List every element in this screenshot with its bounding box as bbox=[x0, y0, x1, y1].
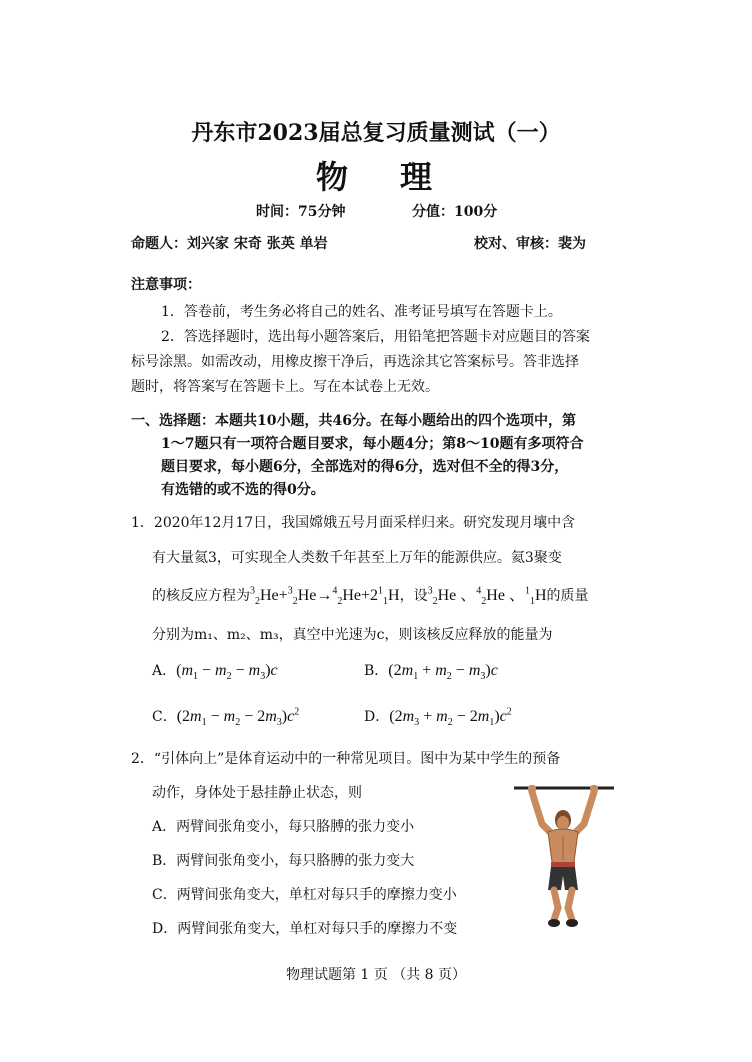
note-item-2-line2: 标号涂黑。如需改动，用橡皮擦干净后，再选涂其它答案标号。答非选择 bbox=[131, 354, 579, 370]
q1-line2: 有大量氦3，可实现全人类数千年甚至上万年的能源供应。氦3聚变 bbox=[152, 550, 562, 566]
q2-option-b[interactable]: B．两臂间张角变小，每只胳膊的张力变大 bbox=[152, 853, 415, 869]
exam-score: 分值：100分 bbox=[412, 204, 498, 220]
exam-reviewer: 校对、审核：裴为 bbox=[474, 236, 586, 252]
q2-option-a[interactable]: A．两臂间张角变小，每只胳膊的张力变小 bbox=[152, 819, 415, 835]
page-footer: 物理试题第 1 页 （共 8 页） bbox=[285, 967, 467, 983]
q1-option-a[interactable]: A．$(m_1 - m_2 - m_3)c$ bbox=[152, 662, 278, 683]
section1-line2: 1～7题只有一项符合题目要求，每小题4分；第8～10题有多项符合 bbox=[161, 436, 584, 452]
q1-option-b[interactable]: B．$(2m_1 + m_2 - m_3)c$ bbox=[364, 662, 498, 683]
note-item-2-line1: 2．答选择题时，选出每小题答案后，用铅笔把答题卡对应题目的答案 bbox=[161, 329, 590, 345]
section1-line1: 一、选择题：本题共10小题，共46分。在每小题给出的四个选项中，第 bbox=[131, 413, 576, 429]
section1-line3: 题目要求，每小题6分，全部选对的得6分，选对但不全的得3分， bbox=[161, 459, 569, 475]
nuclide-list: $^3_2$He 、$^4_2$He 、$^1_1$H bbox=[427, 585, 547, 608]
subject-title: 物 理 bbox=[315, 158, 437, 196]
exam-time: 时间：75分钟 bbox=[256, 204, 346, 220]
q1-option-c[interactable]: C．$(2m_1 - m_2 - 2m_3)c^2$ bbox=[152, 706, 300, 729]
section1-line4: 有选错的或不选的得0分。 bbox=[161, 482, 325, 498]
q1-option-d[interactable]: D．$(2m_3 + m_2 - 2m_1)c^2$ bbox=[364, 706, 512, 729]
q1-line3: 的核反应方程为$^3_2He+^3_2He\to^4_2He+2^1_1H$，设$^3_2$He 、$^4_2$He 、$^1_1$H的质量 bbox=[152, 585, 589, 608]
q2-line2: 动作，身体处于悬挂静止状态，则 bbox=[152, 785, 362, 801]
q2-option-c[interactable]: C．两臂间张角变大，单杠对每只手的摩擦力变小 bbox=[152, 887, 457, 903]
reaction-equation: $^3_2He+^3_2He\to^4_2He+2^1_1H$ bbox=[250, 585, 400, 608]
q1-line4: 分别为m₁、m₂、m₃，真空中光速为c，则该核反应释放的能量为 bbox=[152, 627, 553, 643]
notes-heading: 注意事项： bbox=[131, 277, 201, 293]
note-item-2-line3: 题时，将答案写在答题卡上。写在本试卷上无效。 bbox=[131, 379, 439, 395]
note-item-1: 1．答卷前，考生务必将自己的姓名、准考证号填写在答题卡上。 bbox=[161, 304, 562, 320]
q2-option-d[interactable]: D．两臂间张角变大，单杠对每只手的摩擦力不变 bbox=[152, 921, 458, 937]
exam-title: 丹东市2023届总复习质量测试（一） bbox=[191, 120, 561, 146]
pull-up-figure bbox=[512, 782, 616, 930]
q1-line1: 1．2020年12月17日，我国嫦娥五号月面采样归来。研究发现月壤中含 bbox=[131, 515, 576, 531]
exam-authors: 命题人：刘兴家 宋奇 张英 单岩 bbox=[131, 236, 328, 252]
q2-line1: 2．“引体向上”是体育运动中的一种常见项目。图中为某中学生的预备 bbox=[131, 751, 561, 767]
